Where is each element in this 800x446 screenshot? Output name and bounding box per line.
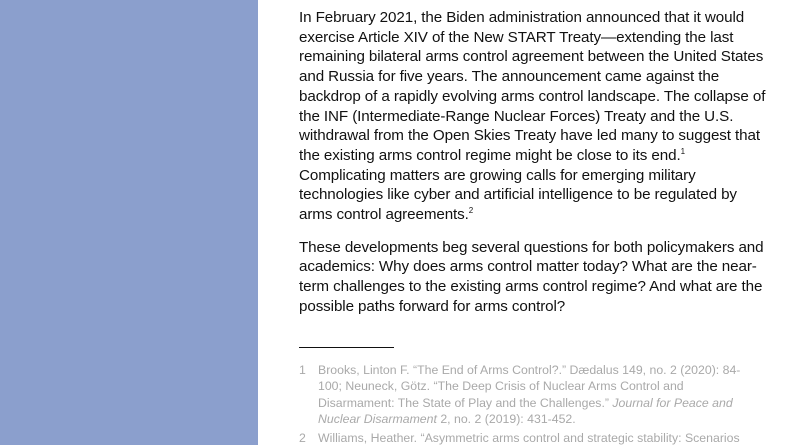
footnote-divider (299, 347, 394, 348)
footnote-ref-2[interactable]: 2 (468, 205, 474, 215)
body-paragraph-2: These developments beg several questions for both policymakers and academics: Why does arms control matter today? What are the near-term challenges to the existing arms control regime? And what are the possible paths forward for arms control? (299, 238, 764, 315)
footnote-2 (299, 430, 759, 446)
footnote-number: 1 (299, 363, 306, 377)
decorative-sidebar-panel (0, 0, 258, 445)
paragraph-1-text-a: In February 2021, the Biden administration announced that it would exercise Article XIV of the New START Treaty—extending the last remaining bilateral arms control agreement between the United States and Russia for five years. The announcement came against the backdrop of a rapidly evolving arms control landscape. The collapse of the INF (Intermediate-Range Nuclear Forces) Treaty and the U.S. withdrawal from the Open Skies Treaty have led many to suggest that the existing arms control regime might be close to its end. (299, 9, 766, 164)
footnote-1-text-b: 2, no. 2 (2019): 431-452. (436, 412, 576, 427)
footnote-1 (299, 362, 759, 428)
footnote-text: Williams, Heather. “Asymmetric arms control and strategic stability: Scenarios (318, 431, 740, 445)
article-body (299, 8, 769, 317)
footnote-text (318, 362, 759, 428)
footnote-number: 2 (299, 431, 306, 445)
paragraph-1-text-b: Complicating matters are growing calls for emerging military technologies like cyber and artificial intelligence to be regulated by arms control agreements. (299, 166, 737, 224)
footnote-ref-1[interactable]: 1 (680, 146, 685, 156)
footnote-1-text-a: Brooks, Linton F. “The End of Arms Control?.” Dædalus 149, no. 2 (2020): 84-100; Neuneck, Götz. “The Deep Crisis of Nuclear Arms Control and Disarmament: The State of Play and the Challenges.” (318, 363, 741, 410)
body-paragraph-1 (299, 8, 769, 225)
footnote-1-journal: Journal for Peace and Nuclear Disarmament (318, 395, 733, 427)
